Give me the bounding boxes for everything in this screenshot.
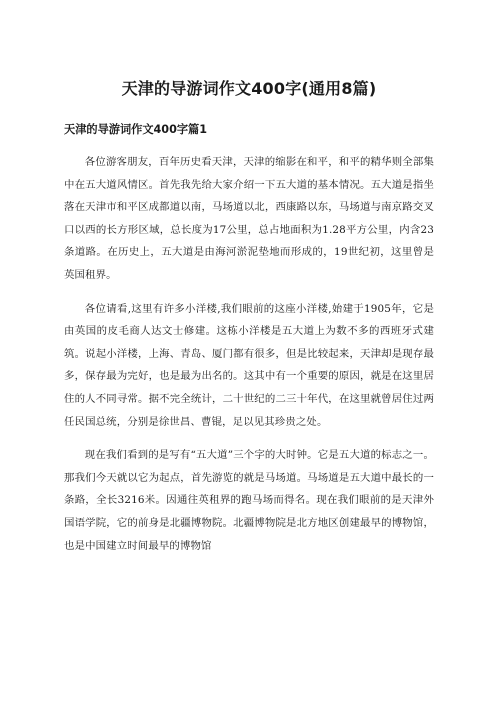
section-heading: 天津的导游词作文400字篇1	[64, 123, 208, 136]
document-title: 天津的导游词作文400字(通用8篇)	[121, 79, 377, 98]
paragraph-1: 各位游客朋友，百年历史看天津，天津的缩影在和平，和平的精华则全部集中在五大道风情区。首先我先给大家介绍一下五大道的基本情况。五大道是指坐落在天津市和平区成都道以南，马场道以北，西康路以东，马场道与南京路交叉口以西的长方形区域，总长度为17公里，总占地面积为1.28平方公里，内含23条道路。在历史上，五大道是由海河淤泥垫地而形成的，19世纪初，这里曾是英国租界。	[64, 156, 434, 281]
paragraph-2: 各位请看,这里有许多小洋楼,我们眼前的这座小洋楼,始建于1905年，它是由英国的皮毛商人达文士修建。这栋小洋楼是五大道上为数不多的西班牙式建筑。说起小洋楼，上海、青岛、厦门都有很多，但是比较起来，天津却是现存最多，保存最为完好，也是最为出名的。这其中有一个重要的原因，就是在这里居住的人不同寻常。据不完全统计，二十世纪的二三十年代，在这里就曾居住过两任民国总统，分别是徐世昌、曹锟，足以见其珍贵之处。	[64, 302, 434, 428]
paragraph-3: 现在我们看到的是写有“五大道”三个字的大时钟。它是五大道的标志之一。那我们今天就以它为起点，首先游览的就是马场道。马场道是五大道中最长的一条路，全长3216米。因通往英租界的跑马场而得名。现在我们眼前的是天津外国语学院，它的前身是北疆博物院。北疆博物院是北方地区创建最早的博物馆，也是中国建立时间最早的博物馆	[64, 449, 434, 552]
